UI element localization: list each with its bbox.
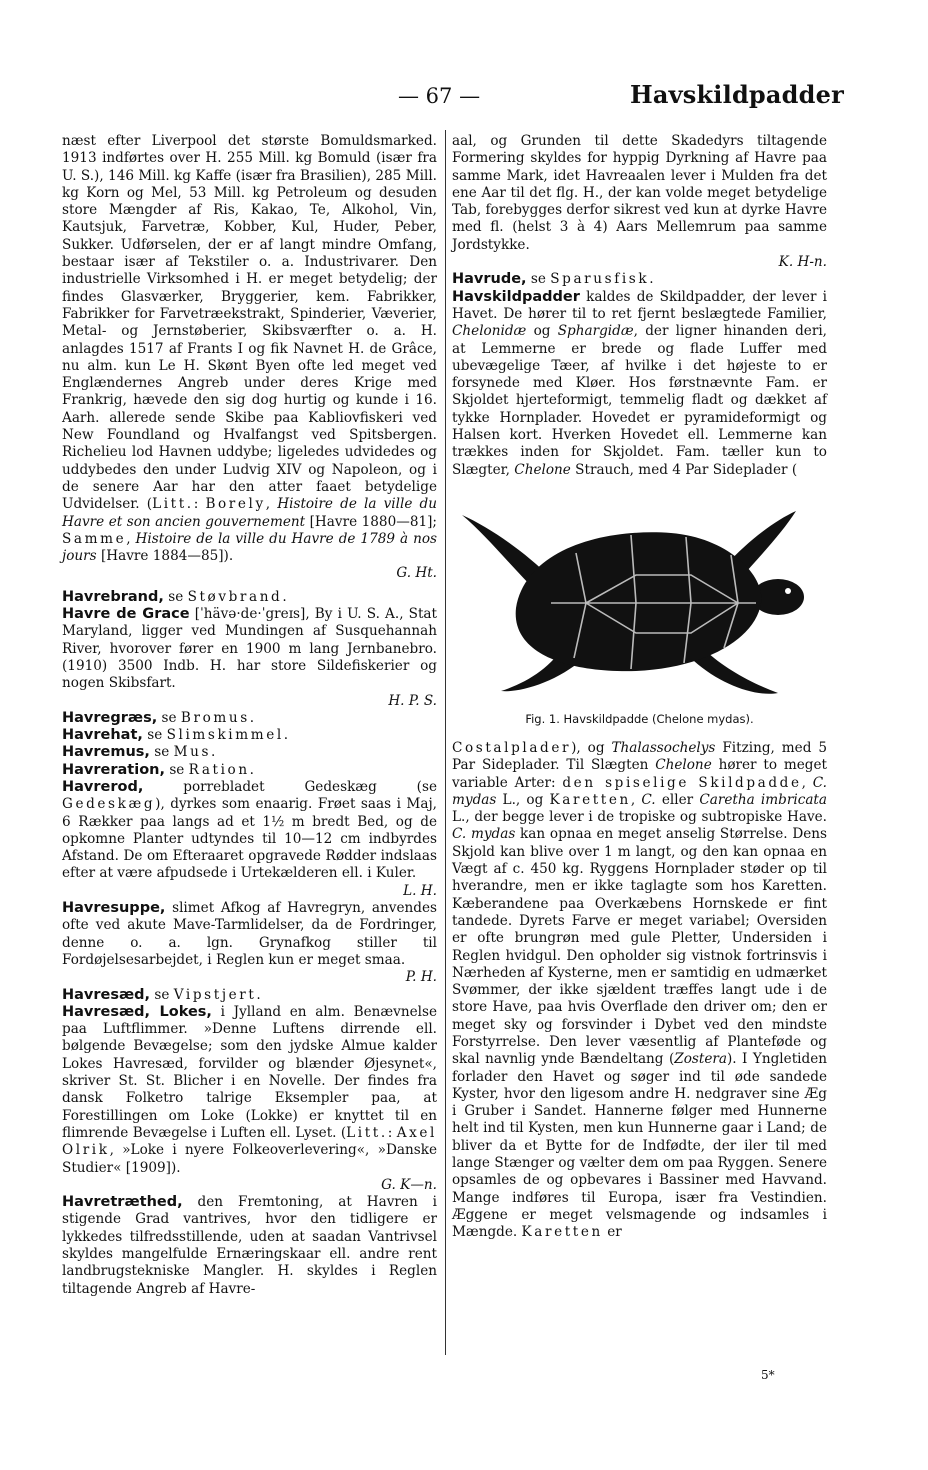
cross-reference: Vipstjert. (173, 986, 264, 1003)
cross-reference: Sparusfisk. (550, 271, 657, 288)
running-head: Havskildpadder (630, 80, 844, 109)
headword: Havremus, (62, 744, 150, 761)
headword: Havregræs, (62, 709, 158, 726)
entry-havretraethed-continued: aal, og Grunden til dette Skadedyrs tiltagende Formering skyldes for hyppig Dyrkning af Havre paa samme Mark, idet Havreaalen lever i Mulden fra det ene Aar til det flg. H., der kan volde meget betydelige Tab, forebygges derfor sikrest ved kun at dyrke Havre med fl. (helst 3 à 4) Aars Mellemrum paa samme Jordstykke. K. H-n. (452, 133, 827, 271)
sea-turtle-illustration (456, 493, 824, 708)
cross-reference: Ration. (188, 761, 257, 778)
signature-mark: 5* (761, 1368, 775, 1382)
signature: P. H. (405, 969, 437, 986)
headword: Havresæd, Lokes, (62, 1003, 212, 1020)
entry-havrude: Havrude, se Sparusfisk. (452, 271, 657, 288)
signature: G. K—n. (381, 1176, 437, 1193)
headword: Havre de Grace (62, 606, 190, 623)
cross-reference: Slimskimmel. (166, 727, 291, 744)
figure-caption: Fig. 1. Havskildpadde (Chelone mydas). (525, 711, 754, 726)
cross-reference: Gedeskæg (62, 796, 156, 813)
cross-reference: Mus. (173, 744, 218, 761)
entry-havrerod: Havrerod, porrebladet Gedeskæg (se Gedeskæg), dyrkes som enaarig. Frøet saas i Maj, 6 Rækker paa langs ad et 1½ m bredt Bed, og de opkomne Planter udtyndes til 10—12 cm indbyrdes Afstand. De om Efteraaret opgravede Rødder indslaas efter at være afpudsede i Urtekælderen ell. i Kuler. L. H. (62, 778, 437, 899)
headword: Havresæd, (62, 986, 151, 1003)
entry-havrebrand: Havrebrand, se Støvbrand. (62, 588, 290, 605)
turtle-shell (515, 532, 761, 671)
signature: K. H-n. (778, 254, 827, 271)
entry-havskildpadder-continued: Costalplader), og Thalassochelys Fitzing, med 5 Par Sideplader. Til Slægten Chelone hører to meget variable Arter: den spiselige Skildpadde, C. mydas L., og Karetten, C. eller Caretha imbricata L., der begge lever i de tropiske og subtropiske Have. C. mydas kan opnaa en meget anselig Størrelse. Dens Skjold kan blive over 1 m langt, og den kan opnaa en Vægt af c. 450 kg. Ryggens Hornplader støder op til hverandre, men er ikke taglagte som hos Karetten. Kæberandene paa Overkæbens Hornskede er fint tandede. Dyrets Farve er meget variabel; Oversiden er ofte brungrøn med gule Pletter, Undersiden i Reglen hvidgul. Den opholder sig vistnok fortrinsvis i Nærheden af Kysterne, men er samtidig en udmærket Svømmer, der ikke sjældent træffes langt ude i de store Have, paa hvis Overflade den driver om; den er meget sky og forsvinder i Dybet ved den mindste Forstyrrelse. Den lever væsentlig af Planteføde og skal navnlig ynde Bændeltang (Zostera). I Yngletiden forlader den Havet og søger ind til øde sandede Kyster, hvor den ligesom andre H. nedgraver sine Æg i Gruber i Sandet. Hannerne følger med Hunnerne helt ind til Kysten, men kun Hunnerne gaar i Land; de bliver da et Bytte for de Indfødte, der iler til med lange Stænger og vælter dem om paa Ryggen. Senere opsamles de og opbevares i Bassiner med Havvand. Mange indføres til Europa, især fra Vestindien. Æggene er meget velsmagende og indsamles i Mængde. Karetten er (452, 739, 828, 1241)
cross-reference: Bromus. (180, 709, 257, 726)
right-column (452, 133, 827, 1242)
signature: G. Ht. (396, 565, 437, 582)
signature: H. P. S. (388, 692, 437, 709)
column-rule (445, 130, 446, 1355)
turtle-eye (785, 588, 791, 594)
headword: Havrude, (452, 271, 527, 288)
headword: Havreration, (62, 761, 165, 778)
entry-havreration: Havreration, se Ration. (62, 761, 257, 778)
entry-havresuppe: Havresuppe, slimet Afkog af Havregryn, anvendes ofte ved akute Mave-Tarmlidelser, da de Fordringer, denne o. a. lgn. Grynafkog stiller til Fordøjelsesarbejdet, i Reglen kun er meget smaa. P. H. (62, 900, 437, 986)
cross-reference: Støvbrand. (187, 588, 290, 605)
entry-havre-de-grace: Havre de Grace [ˈhävə·de·ˈgreɪs], By i U. S. A., Stat Maryland, ligger ved Mundingen af Susquehannah River, hvorover fører en 1900 m lang Jernbanebro. (1910) 3500 Indb. H. har store Sildefiskerier og nogen Skibsfart. H. P. S. (62, 606, 438, 709)
entry-havresaed-lokes: Havresæd, Lokes, i Jylland en alm. Benævnelse paa Luftflimmer. »Denne Luftens dirrende ell. bølgende Bevægelse; som den jydske Almue kalder Lokes Havresæd, forvilder og blænder Øjesynet«, skriver St. St. Blicher i en Novelle. Der findes fra dansk Folketro talrige Eksempler paa, at Forestillingen om Loke (Lokke) er knyttet til en flimrende Bevægelse i Luften ell. Lyset. (Litt.: Axel Olrik, »Loke i nyere Folkeoverlevering«, »Danske Studier« [1909]). G. K—n. (62, 1003, 437, 1193)
headword: Havskildpadder (452, 288, 580, 305)
entry-havrehat: Havrehat, se Slimskimmel. (62, 727, 291, 744)
headword: Havrerod, (62, 778, 144, 795)
rear-flipper (694, 651, 778, 694)
figure-sea-turtle (452, 493, 827, 726)
headword: Havresuppe, (62, 900, 166, 917)
entry-havskildpadder: Havskildpadder kaldes de Skildpadder, der lever i Havet. De hører til to ret fjernt beslægtede Familier, Chelonidæ og Sphargidæ, der ligner hinanden deri, at Lemmerne er brede og flade Luffer med ubevægelige Tæer, af hvilke i det højeste to er forsynede med Kløer. Hos førstnævnte Fam. er Skjoldet hjerteformigt, temmelig fladt og dækket af tykke Hornplader. Hovedet er pyramideformigt og Halsen kort. Hverken Hovedet ell. Lemmerne kan trækkes inden for Skjoldet. Fam. tæller kun to Slægter, Chelone Strauch, med 4 Par Sideplader ( (452, 288, 827, 478)
headword: Havrebrand, (62, 588, 164, 605)
entry-havretraethed: Havretræthed, den Fremtoning, at Havren i stigende Grad vantrives, hvor den tidligere er lykkedes tilfredsstillende, uden at saadan Vantrivsel skyldes mangelfulde Ernæringskaar ell. andre rent landbrugstekniske Mangler. H. skyldes i Reglen tiltagende Angreb af Havre- (62, 1194, 437, 1297)
page-number: — 67 — (398, 84, 481, 108)
entry-havre-continued: næst efter Liverpool det største Bomuldsmarked. 1913 indførtes over H. 255 Mill. kg Bomuld (især fra U. S.), 146 Mill. kg Kaffe (især fra Brasilien), 285 Mill. kg Korn og Mel, 53 Mill. kg Petroleum og desuden store Mængder af Ris, Kakao, Te, Alkohol, Vin, Kautsjuk, Farvetræ, Kobber, Kul, Huder, Peber, Sukker. Udførselen, der er af langt mindre Omfang, bestaar især af Tekstiler o. a. Industrivarer. Den industrielle Virksomhed i H. er meget betydelig; der findes Glasværker, Bryggerier, kem. Fabrikker, Fabrikker for Farvetræekstrakt, Spinderier, Væverier, Metal- og Jernstøberier, Skibsværfter o. a. H. anlagdes 1517 af Frants I og fik Navnet H. de Grâce, nu alm. kun Le H. Skønt Byen ofte led meget ved Englændernes Angreb under deres Krige med Frankrig, hævede den sig dog hurtig og kunde i 16. Aarh. allerede sende Skibe paa Kabliovfiskeri ved New Foundland og Hvalfangst ved Spitsbergen. Richelieu lod Havnen uddybe; ligeledes udvidedes og uddybedes den under Ludvig XIV og Napoleon, og i de senere Aar har den atter faaet betydelige Udvidelser. (Litt.: Borely, Histoire de la ville du Havre et son ancien gouvernement [Havre 1880—81]; Samme, Histoire de la ville du Havre de 1789 à nos jours [Havre 1884—85]). G. Ht. (62, 133, 437, 582)
headword: Havretræthed, (62, 1194, 183, 1211)
signature: L. H. (403, 882, 437, 899)
entry-havresaed: Havresæd, se Vipstjert. (62, 986, 264, 1003)
left-column (62, 133, 437, 1298)
entry-havregraes: Havregræs, se Bromus. (62, 709, 257, 726)
entry-havremus: Havremus, se Mus. (62, 744, 218, 761)
headword: Havrehat, (62, 727, 143, 744)
